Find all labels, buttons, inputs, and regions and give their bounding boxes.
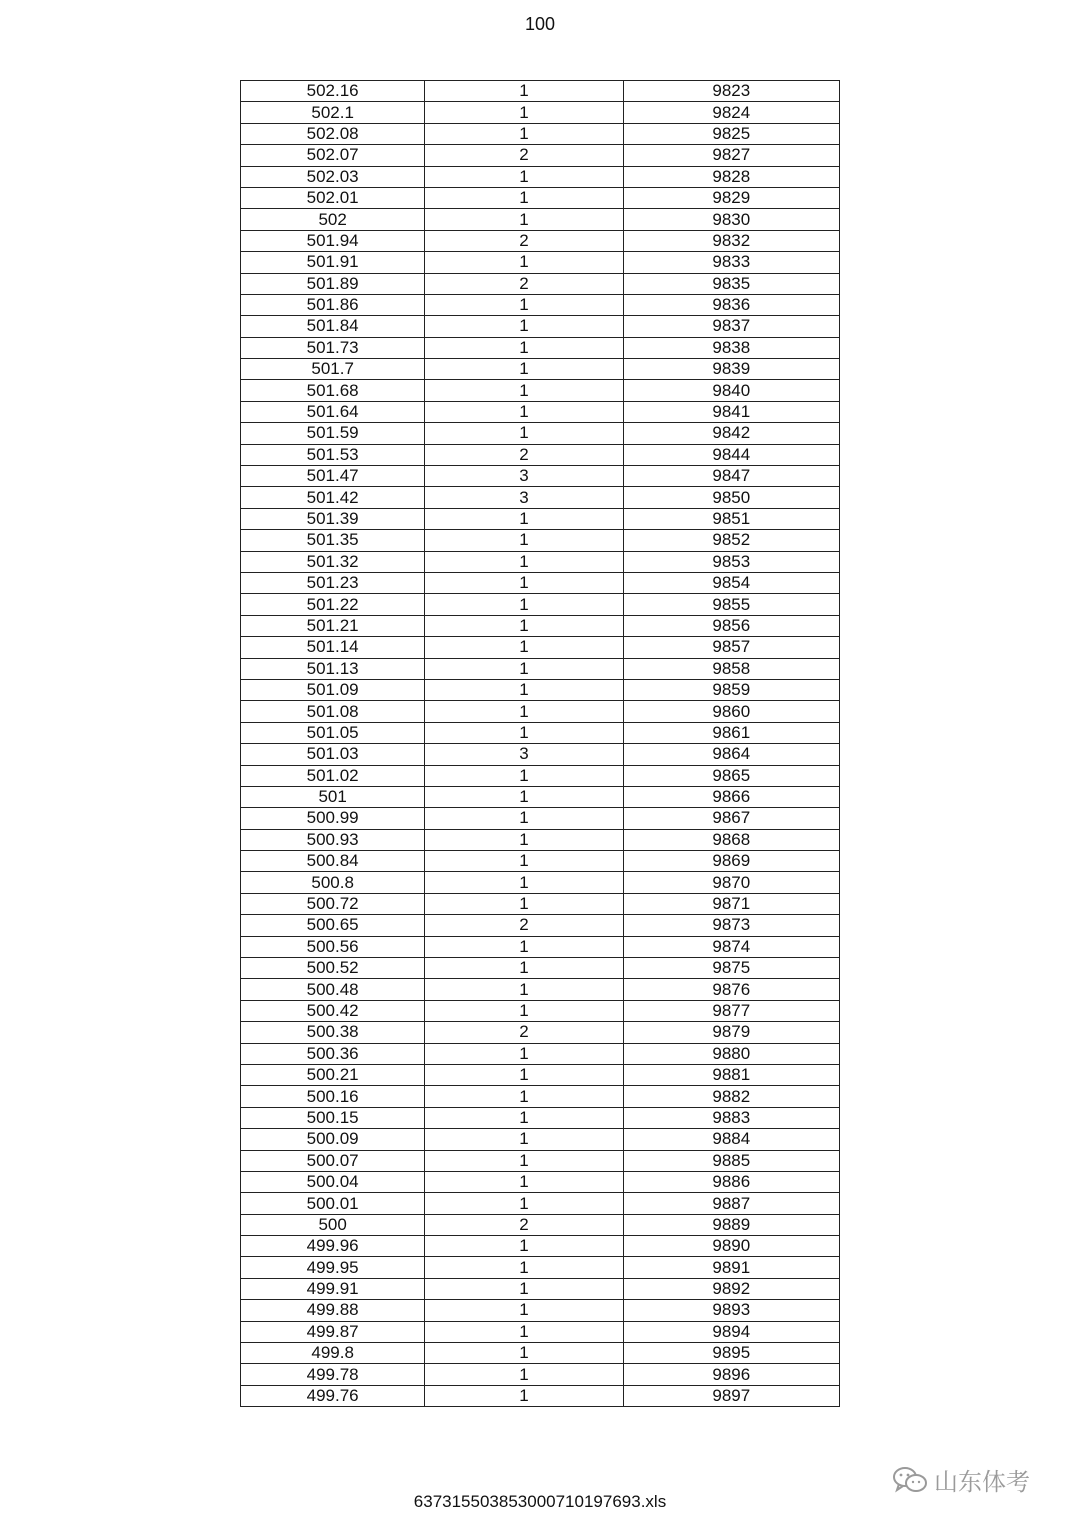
count-cell: 1	[425, 1150, 623, 1171]
table-row	[241, 1343, 840, 1364]
footer-filename: 637315503853000710197693.xls	[413, 1492, 667, 1511]
score-cell: 501.89	[241, 273, 425, 294]
table-row	[241, 786, 840, 807]
score-cell: 500.84	[241, 851, 425, 872]
table-row	[241, 1129, 840, 1150]
score-cell: 500.99	[241, 808, 425, 829]
count-cell: 1	[425, 786, 623, 807]
table-row	[241, 1171, 840, 1192]
score-cell: 502.07	[241, 145, 425, 166]
score-cell: 500.04	[241, 1171, 425, 1192]
count-cell: 3	[425, 466, 623, 487]
table-row	[241, 851, 840, 872]
rank-cell: 9875	[623, 958, 839, 979]
count-cell: 1	[425, 1129, 623, 1150]
table-row	[241, 1193, 840, 1214]
count-cell: 1	[425, 1043, 623, 1064]
score-cell: 500.56	[241, 936, 425, 957]
rank-cell: 9861	[623, 722, 839, 743]
table-row	[241, 466, 840, 487]
rank-cell: 9869	[623, 851, 839, 872]
table-row	[241, 615, 840, 636]
rank-cell: 9876	[623, 979, 839, 1000]
count-cell: 1	[425, 166, 623, 187]
rank-cell: 9864	[623, 744, 839, 765]
score-cell: 502.16	[241, 81, 425, 102]
count-cell: 1	[425, 123, 623, 144]
score-cell: 501.05	[241, 722, 425, 743]
rank-cell: 9893	[623, 1300, 839, 1321]
score-cell: 499.76	[241, 1385, 425, 1406]
table-row	[241, 1022, 840, 1043]
score-cell: 500.8	[241, 872, 425, 893]
score-cell: 500.42	[241, 1000, 425, 1021]
score-cell: 500.07	[241, 1150, 425, 1171]
rank-cell: 9841	[623, 401, 839, 422]
count-cell: 1	[425, 808, 623, 829]
count-cell: 1	[425, 958, 623, 979]
rank-cell: 9884	[623, 1129, 839, 1150]
table-row	[241, 273, 840, 294]
rank-cell: 9836	[623, 294, 839, 315]
score-cell: 499.8	[241, 1343, 425, 1364]
score-cell: 502.1	[241, 102, 425, 123]
table-row	[241, 294, 840, 315]
table-row	[241, 1300, 840, 1321]
score-cell: 499.78	[241, 1364, 425, 1385]
count-cell: 1	[425, 81, 623, 102]
count-cell: 1	[425, 380, 623, 401]
table-row	[241, 401, 840, 422]
score-cell: 502.08	[241, 123, 425, 144]
rank-cell: 9879	[623, 1022, 839, 1043]
rank-cell: 9842	[623, 423, 839, 444]
score-cell: 501.73	[241, 337, 425, 358]
table-row	[241, 1236, 840, 1257]
count-cell: 1	[425, 936, 623, 957]
rank-cell: 9886	[623, 1171, 839, 1192]
rank-cell: 9873	[623, 915, 839, 936]
table-row	[241, 679, 840, 700]
score-cell: 499.95	[241, 1257, 425, 1278]
count-cell: 1	[425, 851, 623, 872]
table-row	[241, 572, 840, 593]
rank-cell: 9840	[623, 380, 839, 401]
table-row	[241, 936, 840, 957]
count-cell: 1	[425, 252, 623, 273]
count-cell: 1	[425, 530, 623, 551]
score-cell: 500.09	[241, 1129, 425, 1150]
table-row	[241, 230, 840, 251]
score-cell: 501.86	[241, 294, 425, 315]
table-row	[241, 209, 840, 230]
score-cell: 500.93	[241, 829, 425, 850]
count-cell: 1	[425, 829, 623, 850]
rank-cell: 9895	[623, 1343, 839, 1364]
rank-cell: 9852	[623, 530, 839, 551]
table-row	[241, 915, 840, 936]
score-cell: 500.65	[241, 915, 425, 936]
rank-cell: 9833	[623, 252, 839, 273]
rank-cell: 9889	[623, 1214, 839, 1235]
rank-cell: 9883	[623, 1107, 839, 1128]
table-row	[241, 722, 840, 743]
rank-cell: 9824	[623, 102, 839, 123]
rank-cell: 9860	[623, 701, 839, 722]
rank-cell: 9887	[623, 1193, 839, 1214]
rank-cell: 9896	[623, 1364, 839, 1385]
count-cell: 1	[425, 1107, 623, 1128]
score-cell: 501.32	[241, 551, 425, 572]
rank-cell: 9832	[623, 230, 839, 251]
count-cell: 3	[425, 744, 623, 765]
rank-cell: 9882	[623, 1086, 839, 1107]
score-cell: 501.03	[241, 744, 425, 765]
count-cell: 2	[425, 273, 623, 294]
rank-cell: 9858	[623, 658, 839, 679]
count-cell: 1	[425, 658, 623, 679]
count-cell: 1	[425, 1278, 623, 1299]
rank-cell: 9853	[623, 551, 839, 572]
table-row	[241, 658, 840, 679]
rank-cell: 9823	[623, 81, 839, 102]
table-row	[241, 530, 840, 551]
table-body	[241, 81, 840, 1407]
score-cell: 501.68	[241, 380, 425, 401]
table-row	[241, 316, 840, 337]
count-cell: 1	[425, 401, 623, 422]
table-row	[241, 81, 840, 102]
table-row	[241, 380, 840, 401]
count-cell: 1	[425, 1343, 623, 1364]
score-cell: 501.08	[241, 701, 425, 722]
score-cell: 500.48	[241, 979, 425, 1000]
score-cell: 500.72	[241, 893, 425, 914]
wechat-icon	[892, 1465, 928, 1495]
count-cell: 2	[425, 1214, 623, 1235]
rank-cell: 9830	[623, 209, 839, 230]
count-cell: 1	[425, 594, 623, 615]
table-row	[241, 145, 840, 166]
table-row	[241, 551, 840, 572]
table-row	[241, 765, 840, 786]
count-cell: 2	[425, 915, 623, 936]
score-cell: 501.23	[241, 572, 425, 593]
count-cell: 3	[425, 487, 623, 508]
count-cell: 1	[425, 1300, 623, 1321]
count-cell: 2	[425, 1022, 623, 1043]
count-cell: 2	[425, 444, 623, 465]
count-cell: 1	[425, 294, 623, 315]
rank-cell: 9892	[623, 1278, 839, 1299]
rank-cell: 9857	[623, 637, 839, 658]
table-row	[241, 187, 840, 208]
table-row	[241, 1257, 840, 1278]
count-cell: 1	[425, 893, 623, 914]
score-cell: 501.42	[241, 487, 425, 508]
table-row	[241, 166, 840, 187]
table-row	[241, 1150, 840, 1171]
score-cell: 501.94	[241, 230, 425, 251]
rank-cell: 9854	[623, 572, 839, 593]
score-cell: 501.47	[241, 466, 425, 487]
count-cell: 1	[425, 508, 623, 529]
score-cell: 502	[241, 209, 425, 230]
rank-cell: 9835	[623, 273, 839, 294]
rank-cell: 9851	[623, 508, 839, 529]
count-cell: 1	[425, 872, 623, 893]
score-cell: 499.87	[241, 1321, 425, 1342]
table-row	[241, 359, 840, 380]
rank-cell: 9897	[623, 1385, 839, 1406]
table-row	[241, 958, 840, 979]
score-cell: 501.84	[241, 316, 425, 337]
score-cell: 499.88	[241, 1300, 425, 1321]
score-cell: 500	[241, 1214, 425, 1235]
count-cell: 1	[425, 1086, 623, 1107]
score-cell: 500.52	[241, 958, 425, 979]
rank-cell: 9870	[623, 872, 839, 893]
count-cell: 1	[425, 359, 623, 380]
score-cell: 501.91	[241, 252, 425, 273]
table-row	[241, 637, 840, 658]
score-cell: 501.39	[241, 508, 425, 529]
count-cell: 1	[425, 337, 623, 358]
rank-cell: 9859	[623, 679, 839, 700]
score-cell: 501.21	[241, 615, 425, 636]
count-cell: 1	[425, 1364, 623, 1385]
rank-cell: 9838	[623, 337, 839, 358]
table-row	[241, 444, 840, 465]
score-cell: 500.38	[241, 1022, 425, 1043]
count-cell: 1	[425, 187, 623, 208]
score-cell: 502.01	[241, 187, 425, 208]
count-cell: 1	[425, 102, 623, 123]
score-cell: 501.53	[241, 444, 425, 465]
count-cell: 1	[425, 1257, 623, 1278]
count-cell: 1	[425, 551, 623, 572]
rank-cell: 9827	[623, 145, 839, 166]
table-row	[241, 423, 840, 444]
count-cell: 1	[425, 1064, 623, 1085]
table-row	[241, 102, 840, 123]
rank-cell: 9839	[623, 359, 839, 380]
count-cell: 1	[425, 423, 623, 444]
count-cell: 1	[425, 765, 623, 786]
table-row	[241, 808, 840, 829]
count-cell: 1	[425, 979, 623, 1000]
table-row	[241, 1364, 840, 1385]
score-cell: 501.14	[241, 637, 425, 658]
score-cell: 501.22	[241, 594, 425, 615]
count-cell: 2	[425, 145, 623, 166]
table-row	[241, 1278, 840, 1299]
rank-cell: 9874	[623, 936, 839, 957]
rank-cell: 9828	[623, 166, 839, 187]
rank-cell: 9877	[623, 1000, 839, 1021]
table-row	[241, 979, 840, 1000]
rank-cell: 9847	[623, 466, 839, 487]
count-cell: 1	[425, 1236, 623, 1257]
count-cell: 1	[425, 1000, 623, 1021]
table-row	[241, 1086, 840, 1107]
rank-cell: 9844	[623, 444, 839, 465]
count-cell: 1	[425, 615, 623, 636]
table-row	[241, 123, 840, 144]
count-cell: 1	[425, 701, 623, 722]
rank-cell: 9865	[623, 765, 839, 786]
table-row	[241, 508, 840, 529]
rank-cell: 9881	[623, 1064, 839, 1085]
count-cell: 1	[425, 1321, 623, 1342]
rank-cell: 9867	[623, 808, 839, 829]
rank-cell: 9891	[623, 1257, 839, 1278]
table-row	[241, 1385, 840, 1406]
score-cell: 501	[241, 786, 425, 807]
rank-cell: 9837	[623, 316, 839, 337]
page-number: 100	[524, 14, 556, 34]
table-row	[241, 1214, 840, 1235]
table-row	[241, 744, 840, 765]
count-cell: 1	[425, 1171, 623, 1192]
rank-cell: 9868	[623, 829, 839, 850]
rank-cell: 9885	[623, 1150, 839, 1171]
table-row	[241, 701, 840, 722]
count-cell: 1	[425, 572, 623, 593]
table-row	[241, 337, 840, 358]
count-cell: 1	[425, 1193, 623, 1214]
score-cell: 500.01	[241, 1193, 425, 1214]
rank-cell: 9871	[623, 893, 839, 914]
score-cell: 500.16	[241, 1086, 425, 1107]
rank-cell: 9890	[623, 1236, 839, 1257]
table-row	[241, 1107, 840, 1128]
rank-cell: 9880	[623, 1043, 839, 1064]
rank-cell: 9829	[623, 187, 839, 208]
score-cell: 501.02	[241, 765, 425, 786]
score-cell: 501.7	[241, 359, 425, 380]
score-cell: 501.13	[241, 658, 425, 679]
table-row	[241, 1321, 840, 1342]
table-row	[241, 594, 840, 615]
score-table	[240, 80, 840, 1407]
table-row	[241, 1000, 840, 1021]
score-cell: 500.15	[241, 1107, 425, 1128]
score-cell: 501.35	[241, 530, 425, 551]
score-cell: 500.36	[241, 1043, 425, 1064]
count-cell: 1	[425, 316, 623, 337]
score-cell: 500.21	[241, 1064, 425, 1085]
score-cell: 499.96	[241, 1236, 425, 1257]
table-row	[241, 1043, 840, 1064]
score-cell: 501.09	[241, 679, 425, 700]
score-cell: 501.64	[241, 401, 425, 422]
table-row	[241, 893, 840, 914]
count-cell: 1	[425, 637, 623, 658]
table-row	[241, 487, 840, 508]
table-row	[241, 252, 840, 273]
count-cell: 1	[425, 1385, 623, 1406]
count-cell: 1	[425, 722, 623, 743]
rank-cell: 9856	[623, 615, 839, 636]
table-row	[241, 872, 840, 893]
table-row	[241, 829, 840, 850]
count-cell: 2	[425, 230, 623, 251]
count-cell: 1	[425, 209, 623, 230]
watermark-text: 山东体考	[934, 1469, 1030, 1496]
score-cell: 499.91	[241, 1278, 425, 1299]
rank-cell: 9855	[623, 594, 839, 615]
score-cell: 502.03	[241, 166, 425, 187]
rank-cell: 9825	[623, 123, 839, 144]
rank-cell: 9866	[623, 786, 839, 807]
rank-cell: 9850	[623, 487, 839, 508]
count-cell: 1	[425, 679, 623, 700]
score-cell: 501.59	[241, 423, 425, 444]
rank-cell: 9894	[623, 1321, 839, 1342]
table-row	[241, 1064, 840, 1085]
